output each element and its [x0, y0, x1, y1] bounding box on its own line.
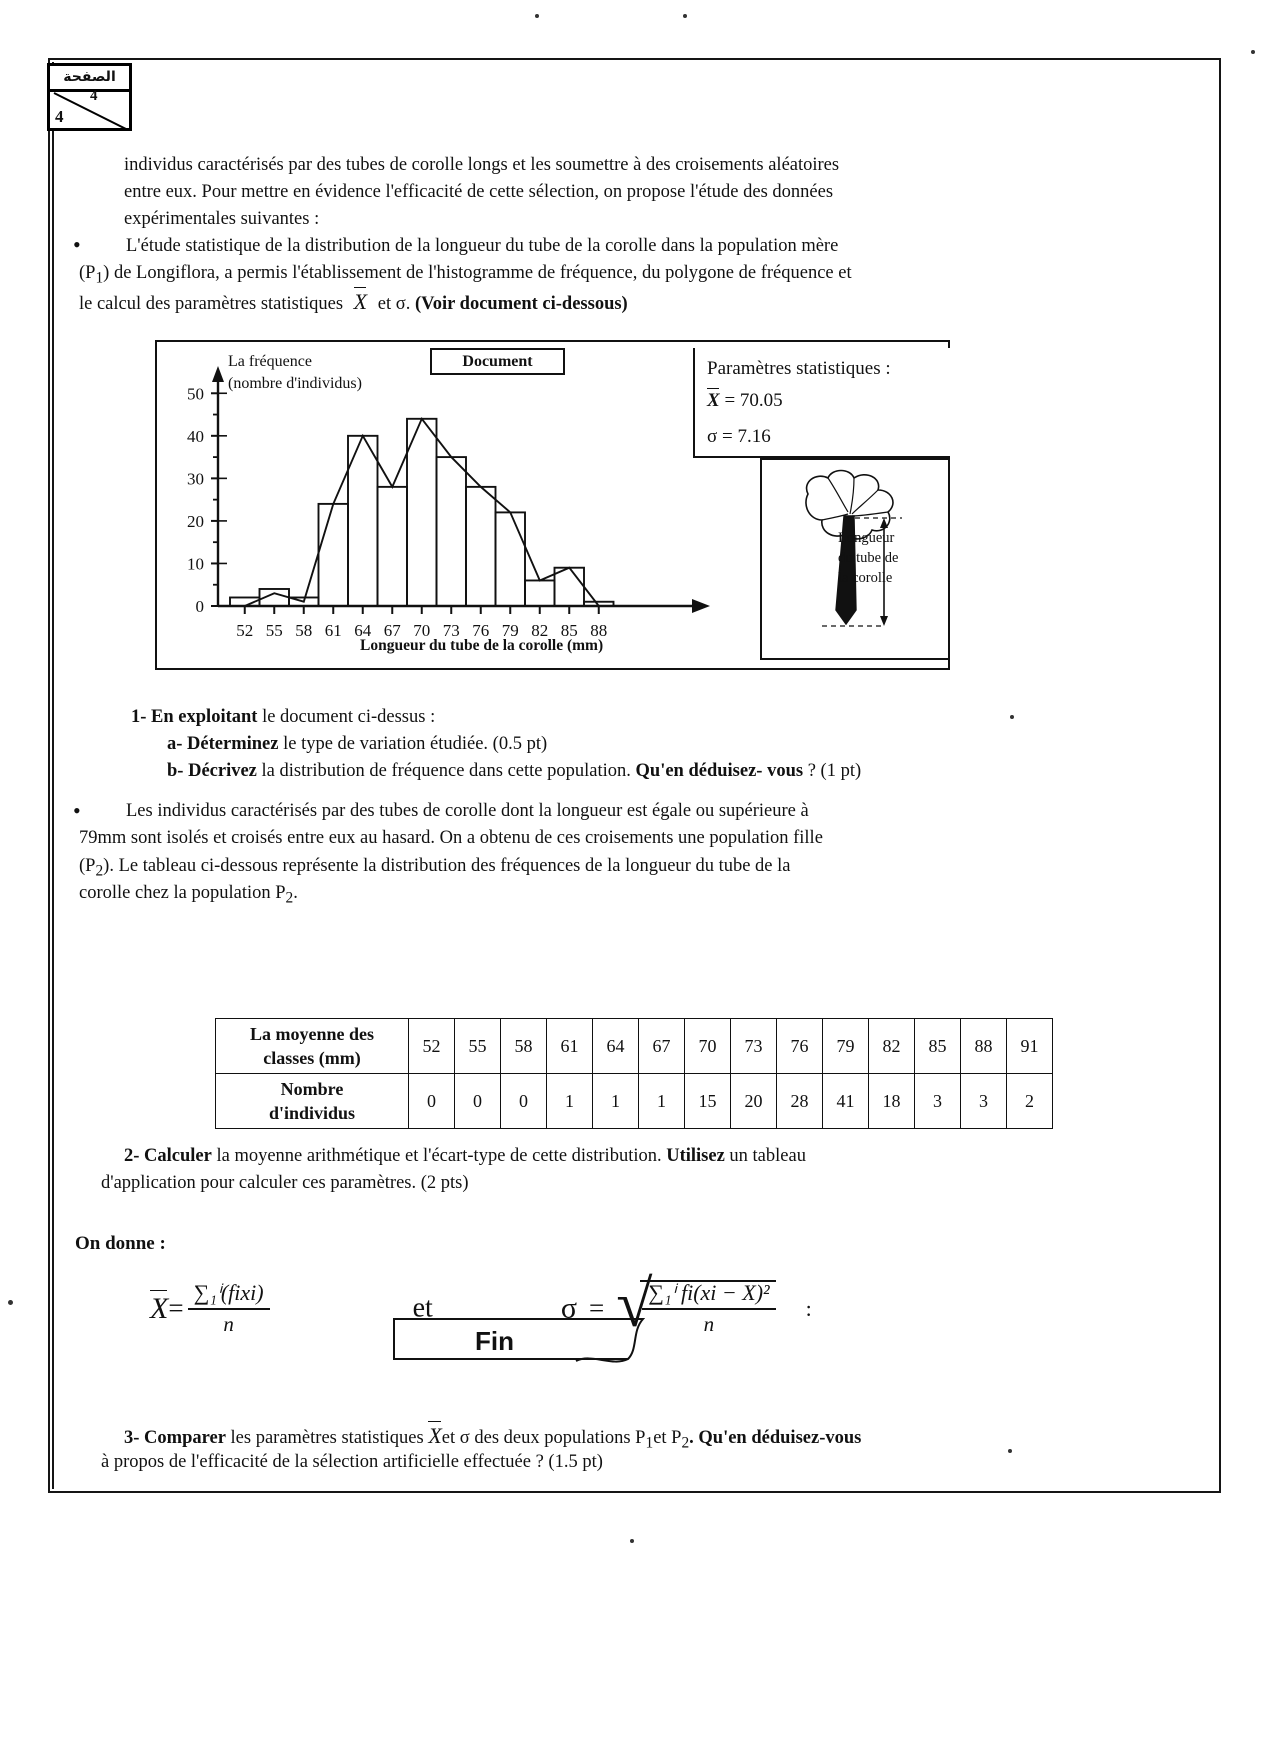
- intro-line-2: entre eux. Pour mettre en évidence l'efficacité de cette sélection, on propose l'étude des données: [124, 182, 834, 202]
- chart-ylabel-line2: (nombre d'individus): [228, 375, 362, 392]
- bullet1-line-3: [79, 288, 1009, 319]
- flower-caption-line1: Longueur: [838, 530, 895, 546]
- xaxis-tick-label: 52: [236, 621, 254, 640]
- mean-formula-symbol: X: [150, 1291, 169, 1325]
- table-cell-count: 0: [409, 1074, 455, 1129]
- page-badge-number-top: 4: [90, 88, 98, 104]
- p2-subscript: 2: [95, 862, 104, 880]
- question-1b-rest-1: la distribution de fréquence dans cette population.: [261, 761, 631, 781]
- table-cell-count: 41: [823, 1074, 869, 1129]
- mean-formula-equals: =: [168, 1293, 184, 1323]
- mean-formula-denominator: n: [223, 1312, 234, 1336]
- table-cell-count: 20: [731, 1074, 777, 1129]
- fin-banner-shape: [392, 1315, 645, 1363]
- xaxis-tick-label: 64: [354, 621, 372, 640]
- question-1a-rest: le type de variation étudiée. (0.5 pt): [283, 734, 548, 754]
- frequency-distribution-table: [215, 1018, 1053, 1129]
- flower-caption-line2: du tube de: [838, 550, 899, 566]
- yaxis-tick-label: 50: [187, 384, 204, 404]
- bullet1-line-1: L'étude statistique de la distribution de la longueur du tube de la corolle dans la population mère: [126, 236, 839, 256]
- question-2-number: 2-: [124, 1146, 140, 1166]
- table-cell-count: 3: [915, 1074, 961, 1129]
- table-cell-count: 1: [547, 1074, 593, 1129]
- document-label-box: Document: [430, 348, 565, 375]
- question-3-sub-1: 1: [645, 1434, 654, 1452]
- bullet2-line-1: Les individus caractérisés par des tubes de corolle dont la longueur est égale ou supérieure à: [126, 801, 809, 821]
- xaxis-tick-label: 58: [295, 621, 313, 640]
- table-cell-count: 3: [961, 1074, 1007, 1129]
- p1-subscript: 1: [95, 269, 104, 287]
- mean-formula: [150, 1280, 270, 1337]
- xaxis-tick-label: 85: [560, 621, 578, 640]
- xaxis-tick-label: 82: [531, 621, 549, 640]
- question-1b-rest-2: ? (1 pt): [807, 761, 862, 781]
- p2-subscript-2: 2: [285, 889, 294, 907]
- table-header-classes: [216, 1019, 409, 1074]
- flower-caption-line3: la corolle: [838, 570, 893, 586]
- stats-mean-symbol: X: [707, 390, 720, 411]
- question-2-bold: Calculer: [144, 1146, 212, 1166]
- table-cell-class: 55: [455, 1019, 501, 1074]
- stats-mean-row: [707, 390, 783, 412]
- xaxis-tick-label: 70: [413, 621, 431, 640]
- table-cell-count: 1: [639, 1074, 685, 1129]
- table-cell-class: 64: [593, 1019, 639, 1074]
- bullet2-line-2: 79mm sont isolés et croisés entre eux au hasard. On a obtenu de ces croisements une population fille: [79, 828, 823, 848]
- question-3-rest-1: les paramètres statistiques: [230, 1428, 424, 1448]
- question-1b-bold-2: Qu'en déduisez- vous: [635, 761, 804, 781]
- table-cell-count: 0: [455, 1074, 501, 1129]
- table-cell-class: 58: [501, 1019, 547, 1074]
- yaxis-tick-label: 40: [187, 426, 204, 446]
- question-3-sub-2: 2: [681, 1434, 690, 1452]
- yaxis-tick-label: 20: [187, 511, 204, 531]
- table-cell-count: 28: [777, 1074, 823, 1129]
- table-cell-count: 1: [593, 1074, 639, 1129]
- scan-speck: [630, 1539, 634, 1543]
- bullet2-line-3-rest: ). Le tableau ci-dessous représente la distribution des fréquences de la longueur du tube de la: [103, 856, 791, 876]
- page-badge-number-bottom: 4: [55, 107, 64, 126]
- p1-open: (P: [79, 263, 96, 283]
- yaxis-tick-label: 0: [195, 597, 204, 616]
- table-header-counts: [216, 1074, 409, 1129]
- sigma-formula-equals: =: [588, 1293, 605, 1323]
- mean-formula-fraction: [188, 1280, 270, 1337]
- p2-open: (P: [79, 856, 96, 876]
- table-cell-class: 67: [639, 1019, 685, 1074]
- bullet1-line-2-rest: ) de Longiflora, a permis l'établissement de l'histogramme de fréquence, du polygone de fréquence et: [103, 263, 852, 283]
- question-3-bold-2: . Qu'en déduisez-vous: [689, 1428, 862, 1448]
- on-donne-label: On donne :: [75, 1233, 166, 1254]
- stats-mean-value: = 70.05: [724, 390, 783, 411]
- xaxis-tick-label: 67: [383, 621, 401, 640]
- xaxis-tick-label: 76: [472, 621, 490, 640]
- sigma-formula-numerator: ∑₁ⁱ fi(xi − X)²: [642, 1280, 775, 1310]
- question-3-number: 3-: [124, 1428, 140, 1448]
- table-header-counts-line1: Nombre: [280, 1079, 344, 1099]
- question-1: [131, 704, 435, 731]
- chart-xaxis-caption: Longueur du tube de la corolle (mm): [360, 637, 604, 654]
- bullet2-line-4-a: corolle chez la population P: [79, 883, 286, 903]
- table-cell-class: 76: [777, 1019, 823, 1074]
- table-cell-class: 61: [547, 1019, 593, 1074]
- yaxis-tick-label: 10: [187, 554, 204, 574]
- xaxis-tick-label: 88: [590, 621, 608, 640]
- table-cell-class: 85: [915, 1019, 961, 1074]
- table-header-classes-line2: classes (mm): [263, 1048, 361, 1068]
- scan-speck: [535, 14, 539, 18]
- question-3-rest-2: et σ des deux populations P: [441, 1428, 646, 1448]
- xaxis-tick-label: 55: [265, 621, 283, 640]
- table-cell-class: 79: [823, 1019, 869, 1074]
- formula-conjunction: et: [412, 1292, 433, 1324]
- table-cell-class: 70: [685, 1019, 731, 1074]
- table-cell-class: 73: [731, 1019, 777, 1074]
- table-row-classes: [216, 1019, 1053, 1074]
- question-3-mean-symbol: X: [428, 1423, 442, 1448]
- table-cell-count: 2: [1007, 1074, 1053, 1129]
- sigma-formula-symbol: σ: [560, 1291, 577, 1325]
- table-cell-class: 88: [961, 1019, 1007, 1074]
- mean-formula-numerator: ∑₁ⁱ(fixi): [188, 1280, 270, 1310]
- bullet2-line-4-b: .: [293, 883, 298, 903]
- question-1-rest: le document ci-dessus :: [262, 707, 436, 727]
- scan-speck: [683, 14, 687, 18]
- table-cell-count: 15: [685, 1074, 731, 1129]
- table-header-counts-line2: d'individus: [268, 1103, 356, 1123]
- page-badge-arabic-label: الصفحة: [50, 66, 129, 92]
- sqrt-radical-icon: √: [616, 1268, 653, 1341]
- bullet1-line-3-b: et σ.: [377, 294, 411, 314]
- stats-sigma-row: σ = 7.16: [707, 426, 771, 447]
- mean-symbol-inline: X: [353, 289, 368, 314]
- page-number-badge: [47, 63, 132, 131]
- table-row-counts: [216, 1074, 1053, 1129]
- question-3-rest-3: et P: [653, 1428, 682, 1448]
- intro-line-3: expérimentales suivantes :: [124, 209, 320, 229]
- question-2-line-1: [124, 1143, 806, 1170]
- scan-speck: [1008, 1449, 1012, 1453]
- intro-line-1: individus caractérisés par des tubes de corolle longs et les soumettre à des croisements aléatoires: [124, 155, 840, 175]
- xaxis-tick-label: 79: [501, 621, 519, 640]
- question-1b-bold: Décrivez: [188, 761, 257, 781]
- fin-label: Fin: [475, 1326, 514, 1356]
- xaxis-tick-label: 73: [442, 621, 460, 640]
- question-1a: [167, 731, 547, 758]
- question-2-rest-2: un tableau: [729, 1146, 806, 1166]
- table-header-classes-line1: La moyenne des: [249, 1024, 374, 1044]
- stats-title: Paramètres statistiques :: [707, 358, 891, 379]
- table-cell-count: 0: [501, 1074, 547, 1129]
- question-1a-bold: Déterminez: [187, 734, 279, 754]
- sigma-formula-denominator: n: [703, 1312, 715, 1336]
- question-1-number: 1-: [131, 707, 147, 727]
- bullet1-line-3-a: le calcul des paramètres statistiques: [79, 294, 344, 314]
- formula-trailing-colon: :: [805, 1295, 812, 1321]
- scan-speck: [1010, 715, 1014, 719]
- question-2-bold-2: Utilisez: [666, 1146, 725, 1166]
- voir-document-bold: (Voir document ci-dessous): [414, 294, 628, 314]
- table-cell-class: 91: [1007, 1019, 1053, 1074]
- question-1b-number: b-: [167, 761, 184, 781]
- question-3-bold: Comparer: [144, 1428, 226, 1448]
- scan-speck: [1251, 50, 1255, 54]
- statistical-parameters-box: [693, 348, 950, 458]
- table-cell-count: 18: [869, 1074, 915, 1129]
- question-2-line-2: d'application pour calculer ces paramètres. (2 pts): [101, 1173, 469, 1193]
- flower-measure-caption: [838, 528, 898, 588]
- xaxis-tick-label: 61: [324, 621, 342, 640]
- table-cell-class: 82: [869, 1019, 915, 1074]
- sqrt-overbar: [640, 1280, 775, 1282]
- question-3-line-2: à propos de l'efficacité de la sélection artificielle effectuée ? (1.5 pt): [101, 1452, 603, 1472]
- question-1b: [167, 758, 861, 785]
- scan-speck: [8, 1300, 13, 1305]
- table-cell-class: 52: [409, 1019, 455, 1074]
- question-2-rest-1: la moyenne arithmétique et l'écart-type de cette distribution.: [216, 1146, 662, 1166]
- yaxis-tick-label: 30: [187, 469, 204, 489]
- bullet-marker-1: •: [73, 232, 81, 257]
- question-1-bold: En exploitant: [151, 707, 258, 727]
- chart-ylabel-line1: La fréquence: [228, 353, 312, 370]
- bullet-marker-2: •: [73, 798, 81, 823]
- question-1a-number: a-: [167, 734, 183, 754]
- sigma-formula-fraction: [642, 1280, 775, 1337]
- bullet2-line-4: [79, 880, 1029, 912]
